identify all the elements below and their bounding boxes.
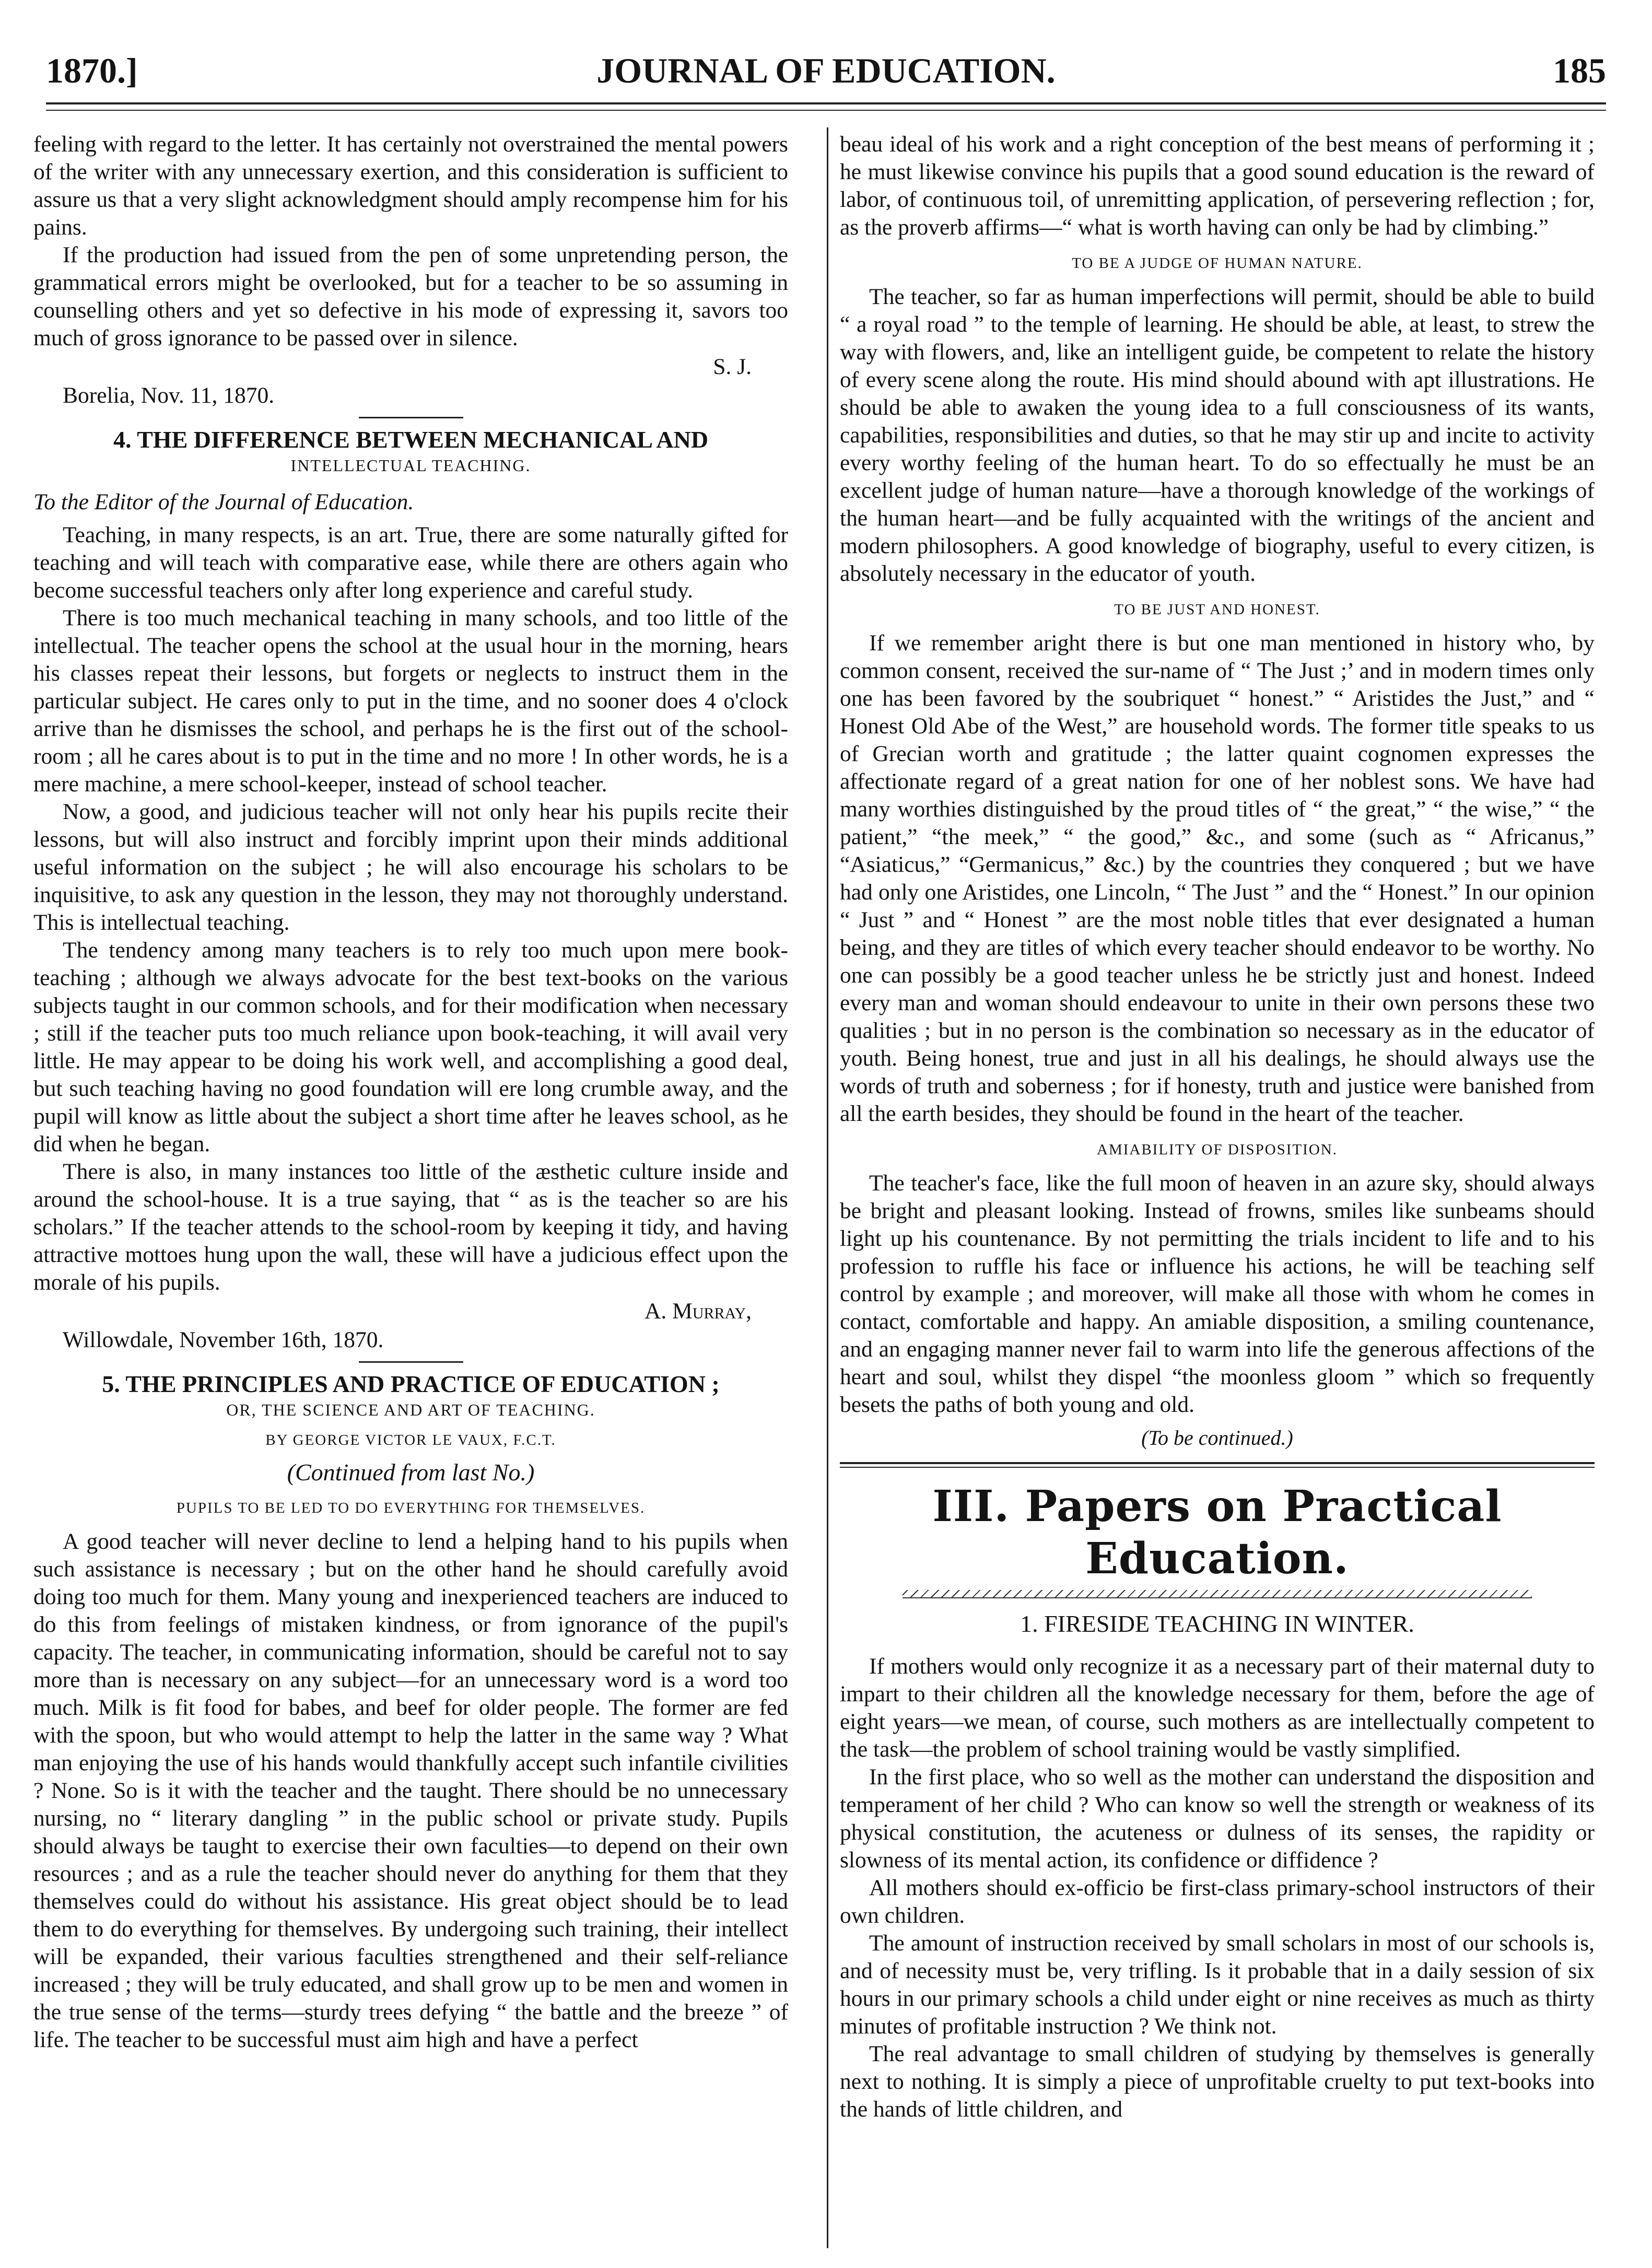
article5-subtitle: OR, THE SCIENCE AND ART OF TEACHING.: [226, 1400, 595, 1419]
article4-subtitle: INTELLECTUAL TEACHING.: [290, 456, 531, 475]
left-column: [33, 131, 788, 2246]
article5-subheading: PUPILS TO BE LED TO DO EVERYTHING FOR THEMSELVES.: [176, 1500, 646, 1516]
section-rule: [840, 1462, 1595, 1468]
article4-paragraph: There is too much mechanical teaching in many schools, and too little of the intellectual. The teacher opens the school at the usual hour in the morning, hears his classes repeat their lessons, but forgets or neglects to instruct them in the particular subject. He cares only to put in the time, and no sooner does 4 o'clock arrive than he dismisses the school, and perhaps he is the first out of the school-room ; all he cares about is to put in the time and no more ! In other words, he is a mere machine, a mere school-keeper, instead of school teacher.: [33, 605, 788, 797]
header-page-number: 185: [1553, 51, 1606, 90]
continued-paragraph: beau ideal of his work and a right conception of the best means of performing it ; he must likewise convince his pupils that a good sound education is the reward of labor, of continuous toil, of unremitting application, of persevering reflection ; for, as the proverb affirms—“ what is worth having can only be had by climbing.”: [840, 132, 1595, 240]
header-rule-thin: [46, 110, 1606, 111]
fireside-paragraph: The amount of instruction received by small scholars in most of our schools is, and of necessity must be, very trifling. Is it probable that in a daily session of six hours in our primary schools a child under eight or nine receives as much as thirty minutes of profitable instruction ? We think not.: [840, 1931, 1595, 2039]
article4-title: 4. THE DIFFERENCE BETWEEN MECHANICAL AND: [113, 426, 709, 453]
article4-paragraph: Now, a good, and judicious teacher will not only hear his pupils recite their lessons, but will also instruct and forcibly imprint upon their minds additional useful information on the subject ; he will also encourage his scholars to be inquisitive, to ask any question in the lesson, they may not thoroughly understand. This is intellectual teaching.: [33, 799, 788, 935]
letter3-paragraph: feeling with regard to the letter. It has certainly not overstrained the mental powers of the writer with any unnecessary exertion, and this consideration is sufficient to assure us that a very slight acknowledgment should amply recompense him for his pains.: [33, 132, 788, 240]
fireside-paragraph: If mothers would only recognize it as a necessary part of their maternal duty to impart to their children all the knowledge necessary for them, before the age of eight years—we mean, of course, such mothers as are intellectually competent to the task—the problem of school training would be vastly simplified.: [840, 1654, 1595, 1762]
article-separator: [359, 1361, 463, 1363]
article5-byline: BY GEORGE VICTOR LE VAUX, F.C.T.: [265, 1432, 556, 1448]
section-III: [840, 1462, 1595, 2123]
letter3-signature: S. J.: [713, 354, 752, 379]
article4-paragraph: The tendency among many teachers is to rely too much upon mere book-teaching ; although we always advocate for the best text-books on the various subjects taught in our common schools, and for their modification when necessary ; still if the teacher puts too much reliance upon book-teaching, it will avail very little. He may appear to be doing his work well, and accomplishing a good deal, but such teaching having no good foundation will ere long crumble away, and the pupil will know as little about the subject a short time after he leaves school, as he did when he began.: [33, 938, 788, 1156]
letter3-date: Borelia, Nov. 11, 1870.: [63, 383, 275, 408]
header-rule-thick: [46, 102, 1606, 104]
fireside-article-title: 1. FIRESIDE TEACHING IN WINTER.: [1020, 1610, 1414, 1637]
article4-paragraph: Teaching, in many respects, is an art. True, there are some naturally gifted for teaching and will teach with comparative ease, while there are others again who become successful teachers only after long experience and careful study.: [33, 522, 788, 603]
header-year: 1870.]: [46, 51, 138, 90]
article4-date: Willowdale, November 16th, 1870.: [63, 1327, 384, 1352]
column-divider: [827, 127, 828, 2248]
article5-paragraph: A good teacher will never decline to lend a helping hand to his pupils when such assistance is necessary ; but on the other hand he should carefully avoid doing too much for them. Many young and inexperienced teachers are induced to do this from feelings of mistaken kindness, or from ignorance of the pupil's capacity. The teacher, in communicating information, should be careful not to say more than is necessary on any subject—for an unnecessary word is a word too much. Milk is fit food for babes, and beef for older people. The former are fed with the spoon, but who would attempt to help the latter in the same way ? What man enjoying the use of his hands would thankfully accept such infantile civilities ? None. So is it with the teacher and the taught. There should be no unnecessary nursing, no “ literary dangling ” in the public school or private study. Pupils should always be taught to exercise their own faculties—to depend on their own resources ; and as a rule the teacher should never do anything for them that they themselves could do without his assistance. His great object should be to lead them to do everything for themselves. By undergoing such training, their intellect will be expanded, their various faculties strengthened and their self-reliance increased ; they will be truly educated, and shall grow up to be men and women in the true sense of the terms—sturdy trees defying “ the battle and the breeze ” of life. The teacher to be successful must aim high and have a perfect: [33, 1529, 788, 2052]
right-column: [840, 131, 1595, 2246]
heading-amiability: AMIABILITY OF DISPOSITION.: [1097, 1141, 1338, 1158]
judge-paragraph: The teacher, so far as human imperfections will permit, should be able to build “ a royal road ” to the temple of learning. He should be able, at least, to strew the way with flowers, and, like an intelligent guide, be competent to relate the history of every scene along the route. His mind should abound with apt illustrations. He should be able to awaken the young idea to a full consciousness of its wants, capabilities, responsibilities and duties, so that he may stir up and incite to activity every worthy feeling of the human heart. To do so effectually he must be an excellent judge of human nature—have a thorough knowledge of the workings of the human heart—and be fully acquainted with the writings of the ancient and modern philosophers. A good knowledge of biography, useful to every citizen, is absolutely necessary in the educator of youth.: [840, 284, 1595, 586]
article5-title: 5. THE PRINCIPLES AND PRACTICE OF EDUCATION ;: [102, 1371, 720, 1397]
section-III-title: III. Papers on Practical Education.: [932, 1481, 1502, 1584]
fireside-paragraph: In the first place, who so well as the mother can understand the disposition and temperament of her child ? Who can know so well the strength or weakness of its physical constitution, the acuteness or dulness of its senses, the rapidity or slowness of its mental action, its confidence or diffidence ?: [840, 1764, 1595, 1873]
ornamental-rule: [903, 1590, 1532, 1598]
running-header: [46, 48, 1606, 93]
header-journal-title: JOURNAL OF EDUCATION.: [596, 51, 1056, 90]
article4-paragraph: There is also, in many instances too little of the æsthetic culture inside and around the school-house. It is a true saying, that “ as is the teacher so are his scholars.” If the teacher attends to the school-room by keeping it tidy, and having attractive mottoes hung upon the wall, these will have a judicious effect upon the morale of his pupils.: [33, 1159, 788, 1295]
letter3-paragraph: If the production had issued from the pen of some unpretending person, the grammatical errors might be overlooked, but for a teacher to be so assuming in counselling others and yet so defective in his mode of expressing it, savors too much of gross ignorance to be passed over in silence.: [33, 242, 788, 350]
article4-signature: A. Murray,: [645, 1299, 752, 1324]
article-separator: [359, 417, 463, 418]
amiability-paragraph: The teacher's face, like the full moon of heaven in an azure sky, should always be bright and pleasant looking. Instead of frowns, smiles like sunbeams should light up his countenance. By not permitting the trials incident to life and to his profession to ruffle his face or influence his actions, he will be teaching self control by example ; and moreover, will make all those with whom he comes in contact, comfortable and happy. An amiable disposition, a smiling countenance, and an engaging manner never fail to warm into life the generous affections of the heart and soul, whilst they dispel “the moonless gloom ” which so frequently besets the paths of both young and old.: [840, 1171, 1595, 1417]
heading-judge-human-nature: TO BE A JUDGE OF HUMAN NATURE.: [1072, 255, 1363, 272]
fireside-paragraph: All mothers should ex-officio be first-class primary-school instructors of their own children.: [840, 1875, 1595, 1928]
fireside-paragraph: The real advantage to small children of studying by themselves is generally next to nothing. It is simply a piece of unprofitable cruelty to put text-books into the hands of little children, and: [840, 2041, 1595, 2122]
article4-salutation: To the Editor of the Journal of Education.: [33, 489, 414, 515]
just-paragraph: If we remember aright there is but one man mentioned in history who, by common consent, received the sur-name of “ The Just ;’ and in modern times only one has been favored by the soubriquet “ honest.” “ Aristides the Just,” and “ Honest Old Abe of the West,” are household words. The former title speaks to us of Grecian worth and gratitude ; the latter quaint cognomen expresses the affectionate regard of a great nation for one of her noblest sons. We have had many worthies distinguished by the proud titles of “ the great,” “ the wise,” “ the patient,” “the meek,” “ the good,” &c., and some (such as “ Africanus,” “Asiaticus,” “Germanicus,” &c.) by the countries they conquered ; but we have had only one Aristides, one Lincoln, “ The Just ” and the “ Honest.” In our opinion “ Just ” and “ Honest ” are the most noble titles that ever designated a human being, and they are titles of which every teacher should endeavor to be worthy. No one can possibly be a good teacher unless he be strictly just and honest. Indeed every man and woman should endeavour to unite in their own persons these two qualities ; but in no person is the combination so necessary as in the educator of youth. Being honest, true and just in all his dealings, he should always use the words of truth and soberness ; for if honesty, truth and justice were banished from all the earth besides, they should be found in the heart of the teacher.: [840, 630, 1595, 1126]
article5-continued-note: (Continued from last No.): [287, 1459, 535, 1486]
to-be-continued-note: (To be continued.): [1141, 1426, 1293, 1449]
heading-just-honest: TO BE JUST AND HONEST.: [1114, 601, 1320, 618]
